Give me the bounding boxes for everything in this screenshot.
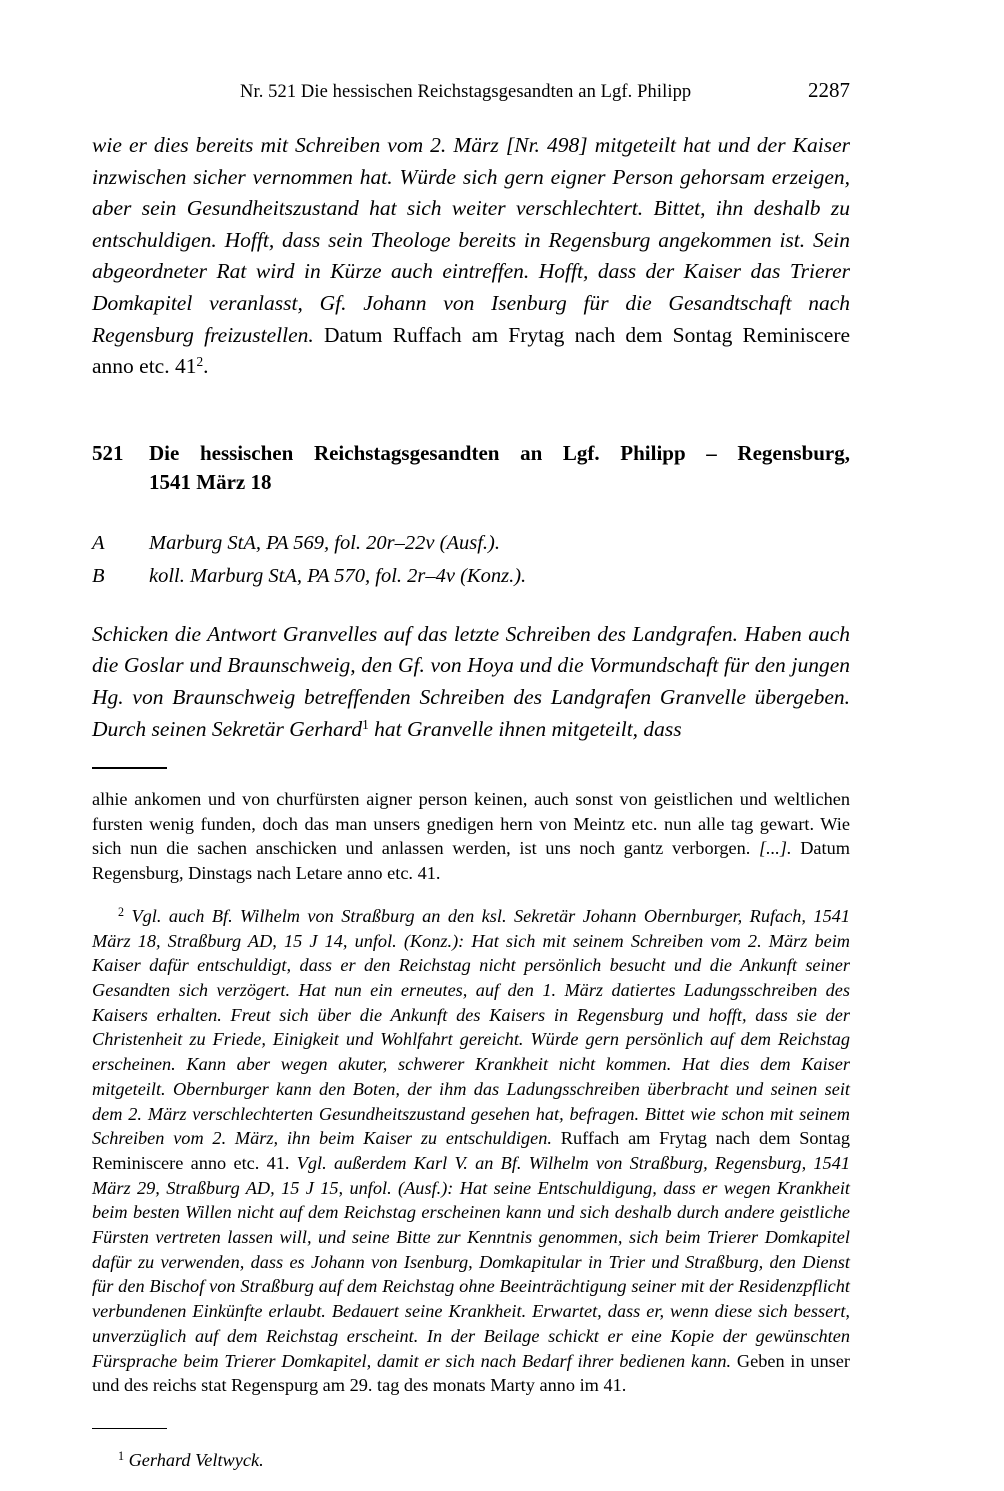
source-description: Marburg StA, PA 569, fol. 20r–22v (Ausf.). [149,531,500,554]
source-entry-b [92,560,850,593]
footnote-1 [92,1448,850,1473]
source-sigil: B [92,564,105,587]
footnote-continued [92,787,850,886]
footnote-block-lower [92,1428,850,1472]
section-number: 521 [92,440,124,465]
footnote-2-roman-1: Ruffach am Frytag nach dem Sontag Reminiscere anno etc. 41. [92,1128,850,1173]
footnote-2-italic-2: Vgl. außerdem Karl V. an Bf. Wilhelm von Straßburg, Regensburg, 1541 März 29, Straßburg AD, 15 J 15, unfol. (Ausf.): Hat seine Entschuldigung, dass er wegen Krankheit beim besten Willen nicht auf dem Reichstag erscheinen kann und sich deshalb durch andere geistliche Fürsten vertreten lassen will, und seine Bitte zur Kenntnis genommen, sich beim Trierer Domkapitel dafür zu verwenden, dass es Johann von Isenburg, Domkapitular in Trier und Straßburg, den Dienst für den Bischof von Straßburg auf dem Reichstag ohne Beeinträchtigung seiner mit der Residenzpflicht verbundenen Einkünfte erlaubt. Bedauert seine Krankheit. Erwartet, dass er, wenn diese sich bessert, unverzüglich auf dem Reichstag erscheint. In der Beilage schickt er eine Kopie der gewünschten Fürsprache beim Trierer Domkapitel, damit er sich nach Bedarf ihrer bedienen kann. [92,1152,850,1371]
running-head [92,78,850,102]
source-entry-a [92,527,850,560]
regest-paragraph [92,619,850,745]
footnote-reference-1[interactable]: 1 [362,716,369,732]
section-title-line-2: 1541 März 18 [149,469,272,494]
section-title-line-1: Die hessischen Reichstagsgesandten an Lgf. Philipp – Regensburg, [149,440,850,465]
body-paragraph-regest: wie er dies bereits mit Schreiben vom 2. März [Nr. 498] mitgeteilt hat und der Kaiser inzwischen sicher vernommen hat. Würde sich gern eigner Person gehorsam erzeigen, aber sein Gesundheitszustand hat sich weiter verschlechtert. Bittet, ihn deshalb zu entschuldigen. Hofft, dass sein Theologe bereits in Regensburg angekommen ist. Sein abgeordneter Rat wird in Kürze auch eintreffen. Hofft, dass der Kaiser das Trierer Domkapitel veranlasst, Gf. Johann von Isenburg für die Gesandtschaft nach Regensburg freizustellen. [92,133,850,347]
footnote-1-marker: 1 [118,1448,125,1463]
footnote-2 [92,904,850,1398]
source-list [92,527,850,593]
footnote-continued-roman-2: Datum Regensburg, Dinstags nach Letare anno etc. 41. [92,838,850,883]
regest-text-before-reference: Schicken die Antwort Granvelles auf das letzte Schreiben des Landgrafen. Haben auch die Goslar und Braunschweig, den Gf. von Hoya und die Vormundschaft für den jungen Hg. von Braunschweig betreffenden Schreiben des Landgrafen Granvelle übergeben. Durch seinen Sekretär Gerhard [92,621,850,741]
body-paragraph [92,130,850,383]
running-head-title: Nr. 521 Die hessischen Reichstagsgesandten an Lgf. Philipp [240,82,692,102]
footnote-2-italic-1: Vgl. auch Bf. Wilhelm von Straßburg an den ksl. Sekretär Johann Obernburger, Rufach, 1541 März 18, Straßburg AD, 15 J 14, unfol. (Konz.): Hat sich mit seinem Schreiben vom 2. März beim Kaiser dafür entschuldigt, dass er den Reichstag nicht persönlich besucht und die Ankunft seiner Gesandten sich verzögert. Hat nun ein erneutes, auf den 1. März datiertes Ladungsschreiben des Kaisers erhalten. Freut sich über die Ankunft des Kaisers in Regensburg und hofft, dass sie der Christenheit zu Friede, Einigkeit und Wohlfahrt gereicht. Würde gern persönlich auf dem Reichstag erscheinen. Kann aber wegen akuter, schwerer Krankheit nicht kommen. Hat dies dem Kaiser mitgeteilt. Obernburger kann den Boten, der ihm das Ladungsschreiben überbracht und seinen seit dem 2. März verschlechterten Gesundheitszustand gesehen hat, befragen. Bittet wie schon mit seinem Schreiben vom 2. März, ihn beim Kaiser zu entschuldigen. [92,905,850,1149]
footnote-continued-roman-1: alhie ankomen und von churfürsten aigner person keinen, auch sonst von geistlichen und weltlichen fursten wenig funden, doch das man unsers gnedigen hern von Meintz etc. nun alle tag gewart. Wie sich nun die sachen anschicken und anlassen werden, ist uns noch gantz verborgen. [92,788,850,859]
page-content [92,0,850,1491]
body-paragraph-tail: . [203,354,209,379]
footnote-2-roman-2: Geben in unser und des reichs stat Regenspurg am 29. tag des monats Marty anno im 41. [92,1350,850,1396]
footnote-reference-2[interactable]: 2 [196,354,204,370]
footnote-1-text: Gerhard Veltwyck. [128,1449,264,1470]
footnote-2-marker: 2 [118,904,125,919]
regest-text-after-reference: hat Granvelle ihnen mitgeteilt, dass [374,716,682,741]
section-title [149,439,850,497]
section-heading [92,439,850,497]
footnote-separator-rule [92,1428,167,1429]
source-sigil: A [92,531,105,554]
body-paragraph-source-text: Datum Ruffach am Frytag nach dem Sontag Reminiscere anno etc. 41 [92,322,851,379]
footnote-block-upper [92,767,850,1398]
page-number: 2287 [808,78,850,102]
footnote-continued-ellipsis: [...]. [759,838,792,859]
footnote-separator-rule [92,767,167,768]
source-description: koll. Marburg StA, PA 570, fol. 2r–4v (Konz.). [149,564,527,587]
